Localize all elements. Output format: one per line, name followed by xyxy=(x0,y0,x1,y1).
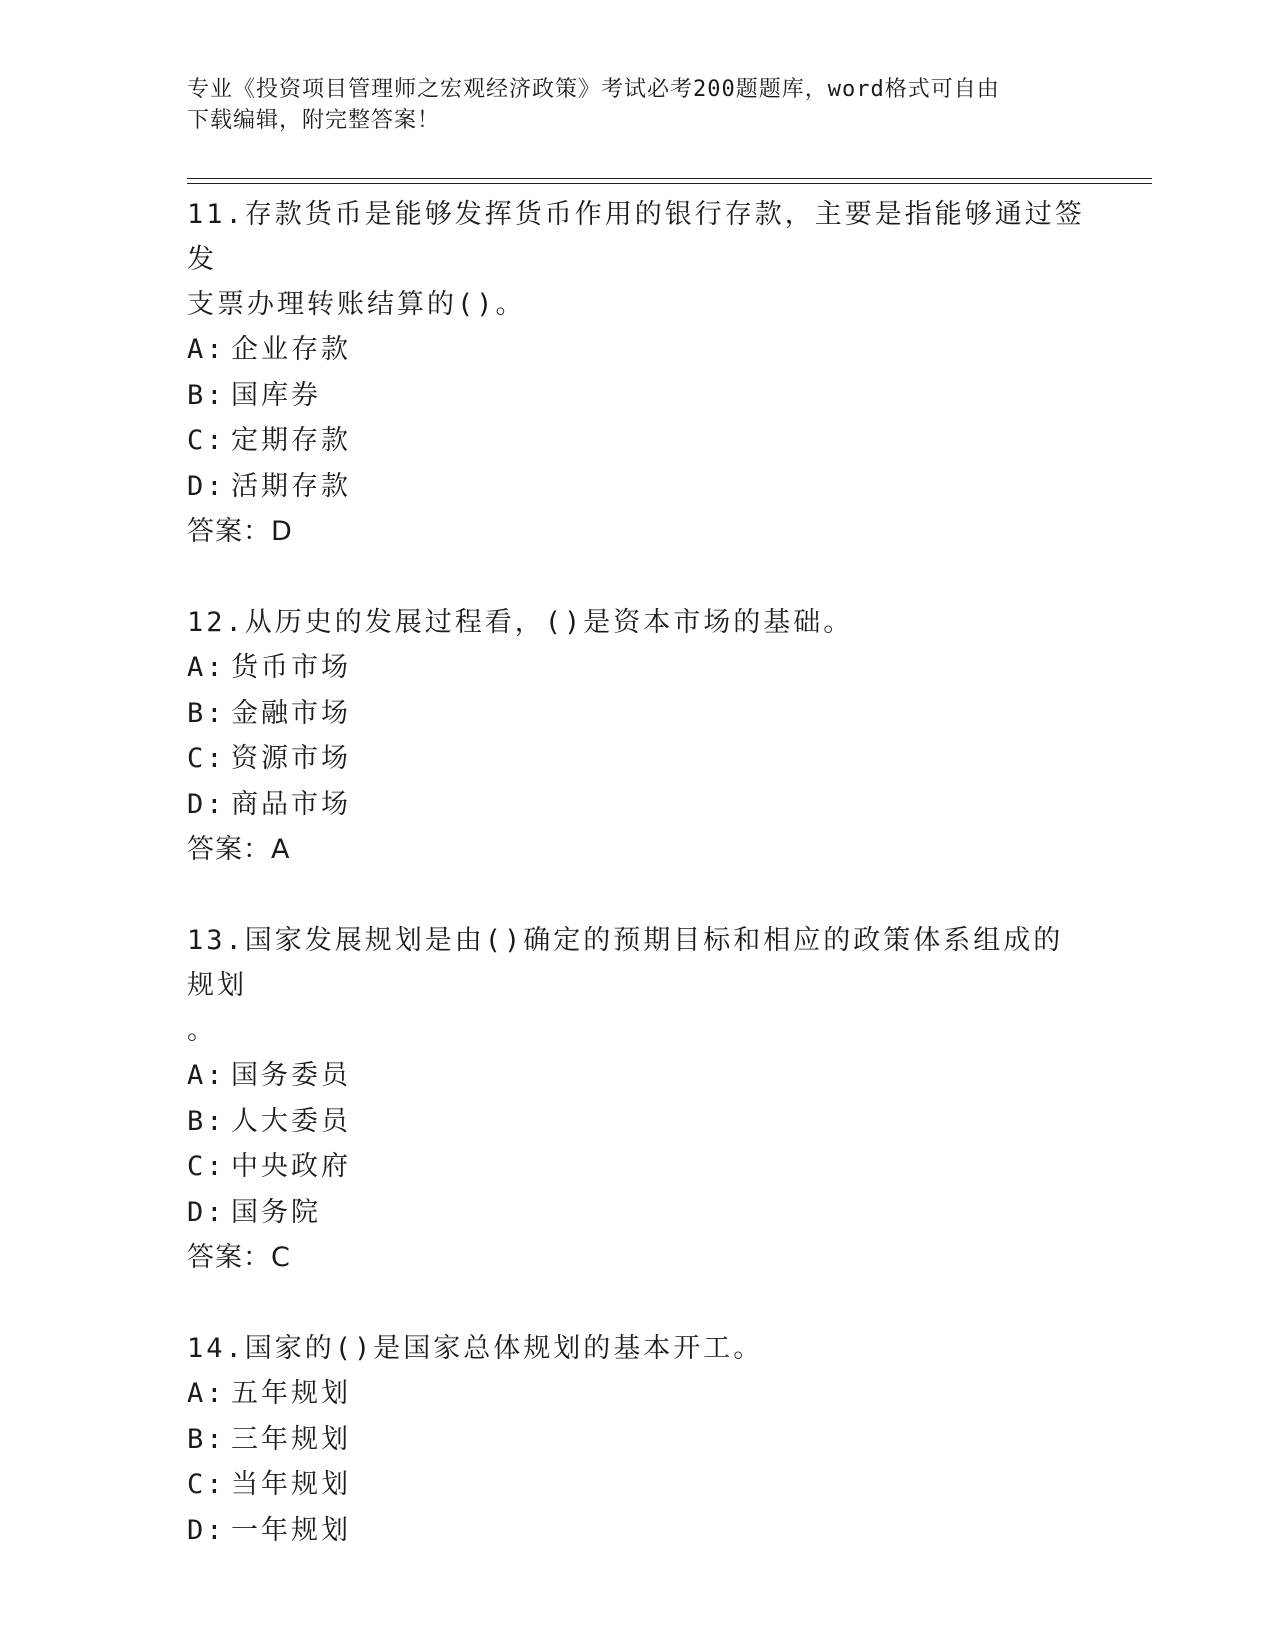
option-text: 国库券 xyxy=(231,379,321,411)
option-b xyxy=(187,1417,1087,1463)
option-d xyxy=(187,782,1087,828)
option-letter: D: xyxy=(187,788,226,820)
header-line-1: 专业《投资项目管理师之宏观经济政策》考试必考200题题库，word格式可自由 xyxy=(187,77,1000,102)
option-a xyxy=(187,327,1087,373)
question-14 xyxy=(187,1326,1087,1553)
option-letter: B: xyxy=(187,697,226,729)
option-text: 金融市场 xyxy=(231,697,351,729)
option-c xyxy=(187,1462,1087,1508)
option-d xyxy=(187,1190,1087,1236)
option-d xyxy=(187,464,1087,510)
option-text: 五年规划 xyxy=(231,1378,351,1409)
option-letter: C: xyxy=(187,1469,226,1500)
option-letter: C: xyxy=(187,743,226,774)
option-letter: B: xyxy=(187,379,226,411)
option-letter: B: xyxy=(187,1105,226,1137)
option-text: 中央政府 xyxy=(231,1151,351,1182)
question-stem-continued: 。 xyxy=(187,1015,217,1046)
option-text: 定期存款 xyxy=(231,425,351,456)
header-divider-bottom xyxy=(187,183,1152,184)
option-c xyxy=(187,418,1087,464)
answer-line: 答案：A xyxy=(187,834,291,865)
option-letter: A: xyxy=(187,652,226,683)
option-letter: B: xyxy=(187,1423,226,1455)
option-a xyxy=(187,1371,1087,1417)
option-letter: C: xyxy=(187,425,226,456)
header-divider-top xyxy=(187,178,1152,179)
option-text: 企业存款 xyxy=(231,334,351,365)
option-b xyxy=(187,691,1087,737)
question-stem: 12.从历史的发展过程看，()是资本市场的基础。 xyxy=(187,607,854,638)
option-text: 国务院 xyxy=(231,1196,321,1228)
option-d xyxy=(187,1508,1087,1554)
option-a xyxy=(187,645,1087,691)
question-12 xyxy=(187,600,1087,872)
question-stem: 13.国家发展规划是由()确定的预期目标和相应的政策体系组成的规划 xyxy=(187,925,1064,1001)
header-line-2: 下载编辑，附完整答案！ xyxy=(187,108,441,133)
option-letter: A: xyxy=(187,1060,226,1091)
option-text: 三年规划 xyxy=(231,1423,351,1455)
question-stem: 14.国家的()是国家总体规划的基本开工。 xyxy=(187,1333,764,1364)
option-text: 人大委员 xyxy=(231,1105,351,1137)
option-letter: D: xyxy=(187,470,226,502)
document-header xyxy=(187,74,1087,136)
question-stem: 11.存款货币是能够发挥货币作用的银行存款，主要是指能够通过签发 xyxy=(187,199,1085,275)
option-text: 活期存款 xyxy=(231,470,351,502)
option-a xyxy=(187,1053,1087,1099)
option-b xyxy=(187,1099,1087,1145)
option-text: 货币市场 xyxy=(231,652,351,683)
option-letter: A: xyxy=(187,1378,226,1409)
option-c xyxy=(187,1144,1087,1190)
answer-line: 答案：D xyxy=(187,516,293,547)
option-letter: D: xyxy=(187,1514,226,1546)
option-b xyxy=(187,373,1087,419)
answer-line: 答案：C xyxy=(187,1242,291,1273)
option-text: 国务委员 xyxy=(231,1060,351,1091)
option-letter: D: xyxy=(187,1196,226,1228)
option-letter: A: xyxy=(187,334,226,365)
option-text: 一年规划 xyxy=(231,1514,351,1546)
option-text: 资源市场 xyxy=(231,743,351,774)
option-text: 当年规划 xyxy=(231,1469,351,1500)
option-text: 商品市场 xyxy=(231,788,351,820)
option-c xyxy=(187,736,1087,782)
question-stem-continued: 支票办理转账结算的()。 xyxy=(187,289,526,320)
question-13 xyxy=(187,918,1087,1280)
option-letter: C: xyxy=(187,1151,226,1182)
question-list xyxy=(187,192,1087,1553)
question-11 xyxy=(187,192,1087,554)
